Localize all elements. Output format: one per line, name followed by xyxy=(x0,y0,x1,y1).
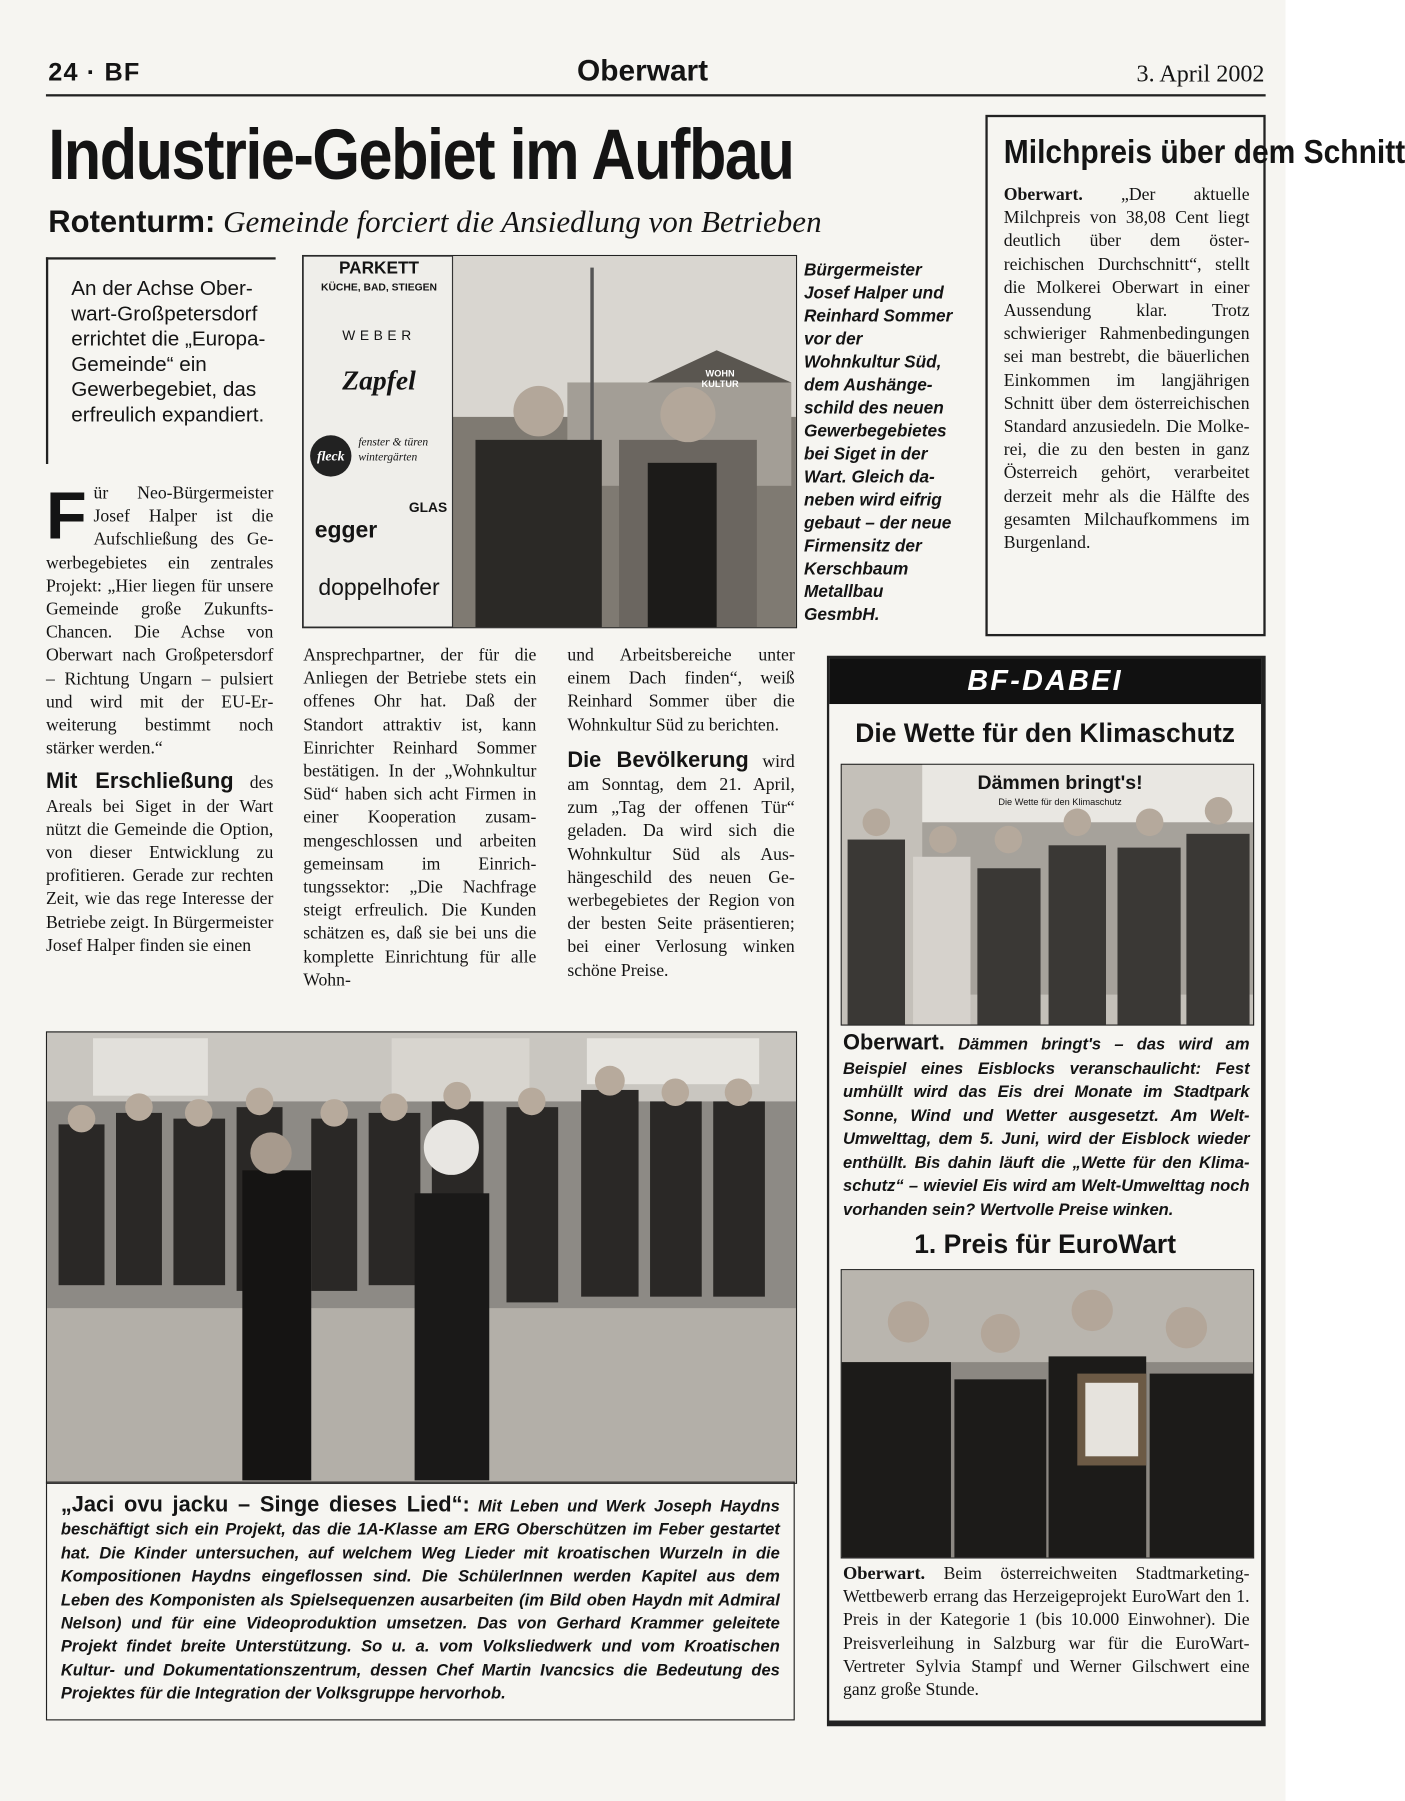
sign-doppelhofer: doppelhofer xyxy=(318,575,440,601)
bf-dabei-box xyxy=(827,656,1266,1726)
sign-weber: WEBER xyxy=(342,327,416,344)
milchpreis-dateline: Oberwart. xyxy=(1003,184,1083,205)
milchpreis-title: Milchpreis über dem Schnitt xyxy=(1003,134,1405,172)
klimaschutz-dateline: Oberwart. xyxy=(842,1031,945,1056)
subhead-text: Gemeinde forciert die Ansiedlung von Betrieben xyxy=(223,204,822,239)
sign-kueche: KÜCHE, BAD, STIEGEN xyxy=(320,281,438,293)
photo-caption-wohnkultur: Bürgermeister Josef Halper und Reinhard Sommer vor der Wohnkultur Süd, dem Aushängeschild des neuen Gewerbegebietes bei Siget in der Wart. Gleich daneben wird eifrig gebaut – der neue Firmensitz der Kerschbaum Metallbau GesmbH. xyxy=(803,260,953,625)
subhead-place: Rotenturm: xyxy=(48,204,216,239)
bf-dabei-band: BF-DABEI xyxy=(829,658,1261,704)
sign-fleck: fleck xyxy=(310,435,351,476)
article-lead: An der Achse Oberwart-Großpetersdorf errichtet die „Europa-Gemeinde“ ein Gewerbegebiet, das erfreulich expandiert. xyxy=(46,257,276,464)
eurowart-text: Beim österreichweiten Stadtmarketing-Wettbewerb errang das Herzeigeprojekt EuroWart den 1. Preis in der Kategorie 1 (bis 10.000 Einwohner). Die Preisverleihung in Salzburg war für die EuroWart-Vertreter Sylvia Stampf und Werner Gilschwert eine ganz große Stunde. xyxy=(842,1564,1250,1700)
sign-zapfel: Zapfel xyxy=(342,366,416,397)
haydn-caption xyxy=(46,1482,795,1721)
page-number: 24 · BF xyxy=(48,57,141,87)
col1-runin-heading: Mit Erschließung xyxy=(45,769,234,795)
sign-fenster: fenster & türen wintergärten xyxy=(358,436,429,464)
eurowart-caption xyxy=(843,1563,1250,1702)
sign-egger: egger xyxy=(314,517,378,544)
sign-wohnkultur: WOHN KULTUR xyxy=(701,368,739,390)
issue-date: 3. April 2002 xyxy=(1136,59,1265,88)
header-rule xyxy=(46,94,1266,96)
banner-daemmen: Dämmen bringt's! xyxy=(977,771,1143,794)
col1-paragraph-1: ür Neo-Bürgermeister Josef Halper ist die Aufschließung des Gewerbegebietes ein zentrales Projekt: „Hier liegen für unsere Gemeinde große Zukunfts-Chancen. Die Achse von Oberwart nach Großpetersdorf – Richtung Ungarn – pulsiert und wird mit der EU-Erweiterung bestimmt noch stärker werden.“ xyxy=(45,483,274,759)
klimaschutz-title: Die Wette für den Klimaschutz xyxy=(855,717,1235,748)
drop-cap: F xyxy=(45,478,87,554)
article-headline: Industrie-Gebiet im Aufbau xyxy=(48,115,794,196)
klimaschutz-caption xyxy=(843,1033,1250,1223)
milchpreis-body xyxy=(1004,184,1250,555)
article-column-3 xyxy=(567,644,794,983)
photo-klimaschutz xyxy=(841,764,1254,1026)
photo-wohnkultur-sued xyxy=(302,255,797,628)
article-subheadline xyxy=(48,204,821,240)
col1-paragraph-2: des Areals bei Siget in der Wart nützt die Gemeinde die Option, von dieser Entwicklung zu profitieren. Gerade zur rechten Zeit, wie das rege Interesse der Betriebe zeigt. In Bürgermeister Josef Halper finden sie einen xyxy=(45,773,274,956)
col3-paragraph-2: wird am Sonntag, dem 21. April, zum „Tag der offenen Tür“ geladen. Da wird sich die Wohnkultur Süd als Aushängeschild des neuen Gewerbegebietes der Region von der besten Seite präsentieren; bei einer Verlosung winken schöne Preise. xyxy=(567,752,795,981)
sign-parkett: PARKETT xyxy=(338,258,420,278)
section-title: Oberwart xyxy=(577,52,709,88)
milchpreis-text: „Der aktuelle Milchpreis von 38,08 Cent liegt deutlich über dem österreichischen Durchschnitt“, stellt die Molkerei Oberwart in einer Aussendung klar. Trotz schwieriger Rahmenbedingungen sei man bestrebt, die bäuerlichen Einkommen im langjährigen Schnitt über dem österreichischen Standard anzusiedeln. Die Molkerei, die zu den besten in ganz Österreich gehört, verarbeitet derzeit mehr als die Hälfte des gesamten Milchaufkommens im Burgenland. xyxy=(1003,184,1250,553)
col3-runin-heading: Die Bevölkerung xyxy=(567,748,749,773)
col2-paragraph: Ansprechpartner, der für die Anliegen der Betriebe stets ein offenes Ohr hat. Daß der Standort attraktiv ist, kann Einrichter Reinhard Sommer bestätigen. In der „Wohnkultur Süd“ haben sich acht Firmen in einer Kooperation zusammengeschlossen und arbeiten gemeinsam im Einrichtungssektor: „Die Nachfrage steigt erfreulich. Die Kunden schätzen es, daß sie bei uns die komplette Einrichtung für alle Wohn- xyxy=(303,645,537,990)
col3-paragraph-1: und Arbeitsbereiche unter einem Dach finden“, weiß Reinhard Sommer über die Wohnkultur Süd zu berichten. xyxy=(567,645,795,735)
klimaschutz-text: Dämmen bringt's – das wird am Beispiel eines Eisblocks veranschaulicht: Fest umhüllt wird das Eis drei Monate im Stadtpark Sonne, Wind und Wetter ausgesetzt. Am Welt-Umwelttag, dem 5. Juni, wird der Eisblock wieder enthüllt. Bis dahin läuft die „Wette für den Klimaschutz“ – wieviel Eis wird am Welt-Umwelttag noch vorhanden sein? Wertvolle Preise winken. xyxy=(842,1035,1250,1220)
haydn-caption-title: „Jaci ovu jacku – Singe dieses Lied“: xyxy=(60,1493,470,1518)
milchpreis-box xyxy=(985,115,1405,636)
article-column-1 xyxy=(45,478,274,958)
sign-glas: GLAS xyxy=(408,499,448,516)
photo-eurowart-award xyxy=(841,1269,1254,1558)
banner-daemmen-sub: Die Wette für den Klimaschutz xyxy=(998,797,1122,808)
photo-haydn-school-project xyxy=(46,1031,797,1484)
eurowart-dateline: Oberwart. xyxy=(842,1564,926,1584)
article-column-2 xyxy=(303,644,536,992)
eurowart-title: 1. Preis für EuroWart xyxy=(914,1228,1177,1259)
haydn-caption-body: Mit Leben und Werk Joseph Haydns beschäftigt sich ein Projekt, das die 1A-Klasse am ERG Oberschützen im Feber gestartet hat. Die Kinder untersuchen, auf welchem Weg Lieder mit kroatischen Wurzeln in die Kompositionen Haydns eingeflossen sind. Die SchülerInnen werden Kapitel aus dem Leben des Komponisten als Spielsequenzen ausarbeiten (im Bild oben Haydn mit Admiral Nelson) und für eine Videoproduktion umsetzen. Das von Gerhard Krammer geleitete Projekt findet breite Unterstützung. So u. a. vom Volksliedwerk und vom Kroatischen Kultur- und Dokumentationszentrum, dessen Chef Martin Ivancsics die Bedeutung des Projektes für die Integration der Volksgruppe hervorhob. xyxy=(60,1497,780,1704)
